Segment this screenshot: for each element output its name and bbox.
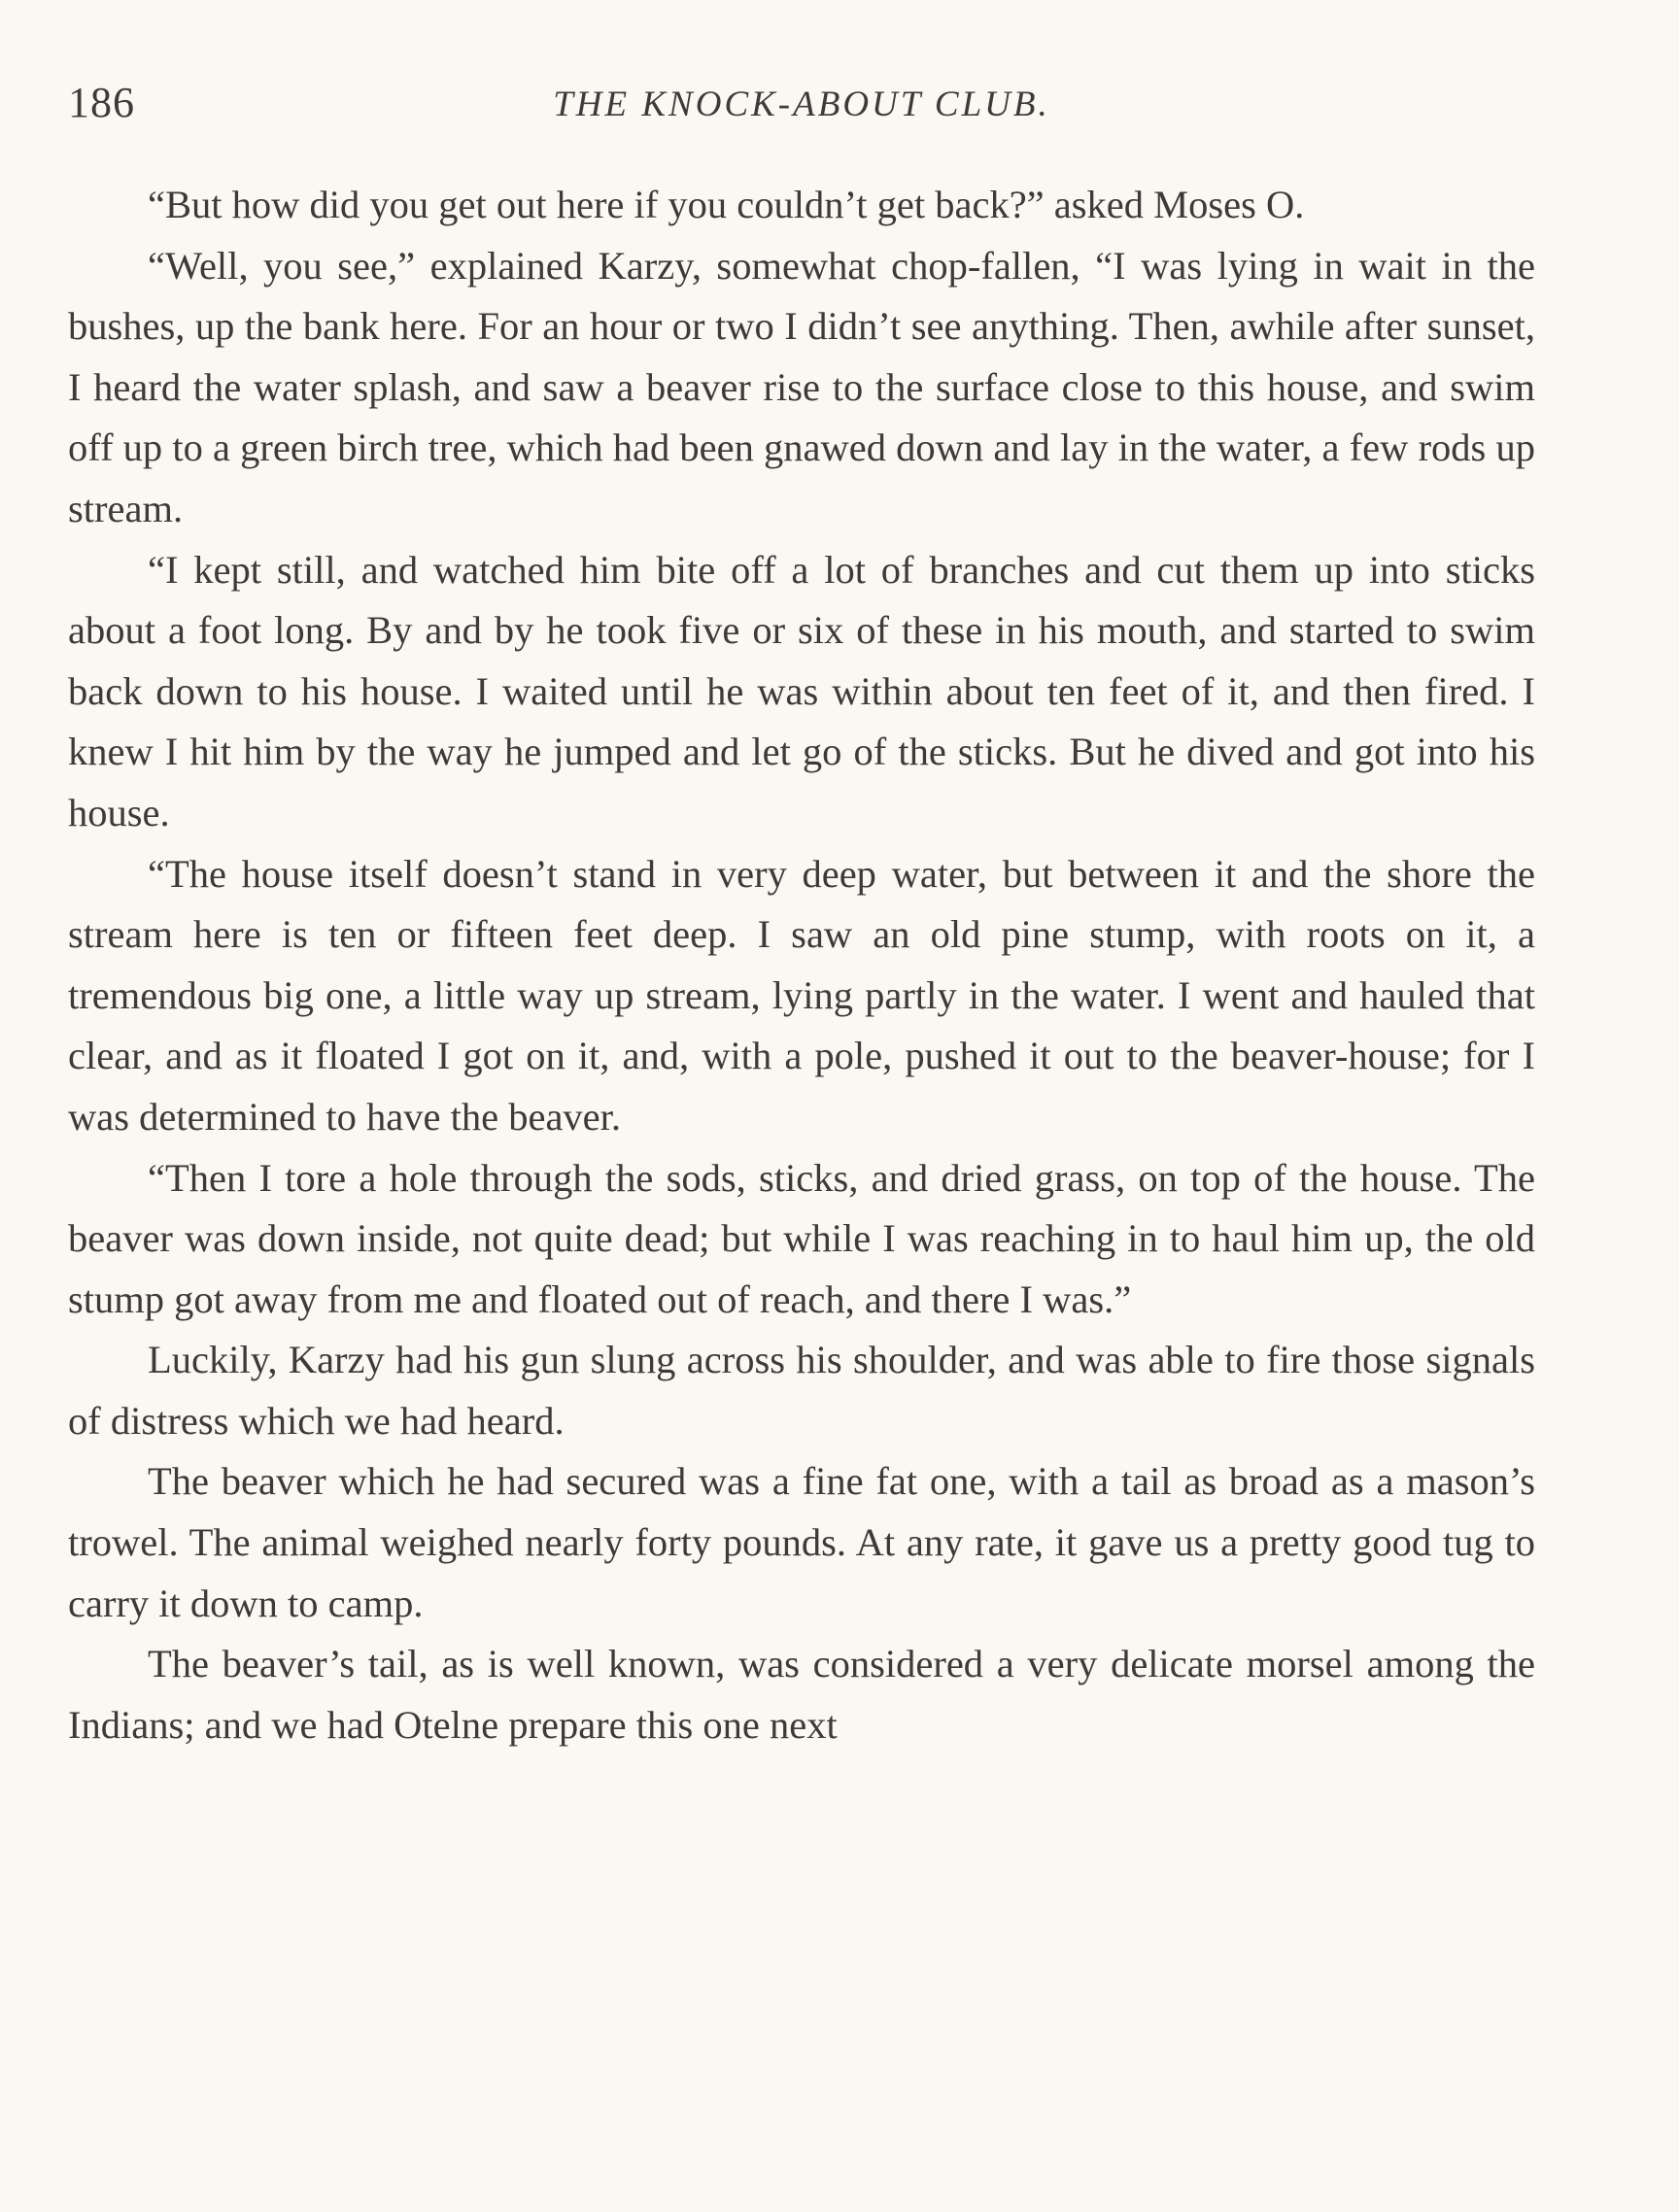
paragraph: “The house itself doesn’t stand in very deep water, but between it and the shore the stream here is ten or fifteen feet deep. I saw an old pine stump, with roots on it, a tremendous big one, a little way up stream, lying partly in the water. I went and hauled that clear, and as it floated I got on it, and, with a pole, pushed it out to the beaver-house; for I was determined to have the beaver. — [68, 851, 1535, 1139]
paragraph: The beaver which he had secured was a fine fat one, with a tail as broad as a mason’s trowel. The animal weighed nearly forty pounds. At any rate, it gave us a pretty good tug to carry it down to camp. — [68, 1459, 1535, 1625]
paragraph: “Well, you see,” explained Karzy, somewhat chop-fallen, “I was lying in wait in the bushes, up the bank here. For an hour or two I didn’t see anything. Then, awhile after sunset, I heard the water splash, and saw a beaver rise to the surface close to this house, and swim off up to a green birch tree, which had been gnawed down and lay in the water, a few rods up stream. — [68, 243, 1535, 530]
running-head — [68, 78, 1535, 146]
body-text — [68, 175, 1535, 1755]
page-number: 186 — [68, 79, 135, 126]
paragraph: “I kept still, and watched him bite off a lot of branches and cut them up into sticks about a foot long. By and by he took five or six of these in his mouth, and started to swim back down to his house. I waited until he was within about ten feet of it, and then fired. I knew I hit him by the way he jumped and let go of the sticks. But he dived and got into his house. — [68, 547, 1535, 834]
paragraph: Luckily, Karzy had his gun slung across his shoulder, and was able to fire those signals of distress which we had heard. — [68, 1338, 1535, 1443]
paragraph: “But how did you get out here if you couldn’t get back?” asked Moses O. — [148, 183, 1305, 226]
running-title: THE KNOCK-ABOUT CLUB. — [553, 85, 1050, 124]
paragraph: “Then I tore a hole through the sods, sticks, and dried grass, on top of the house. The beaver was down inside, not quite dead; but while I was reaching in to haul him up, the old stump got away from me and floated out of reach, and there I was.” — [68, 1155, 1535, 1321]
paragraph: The beaver’s tail, as is well known, was considered a very delicate morsel among the Indians; and we had Otelne prepare this one next — [68, 1642, 1535, 1747]
book-page — [68, 78, 1535, 2195]
